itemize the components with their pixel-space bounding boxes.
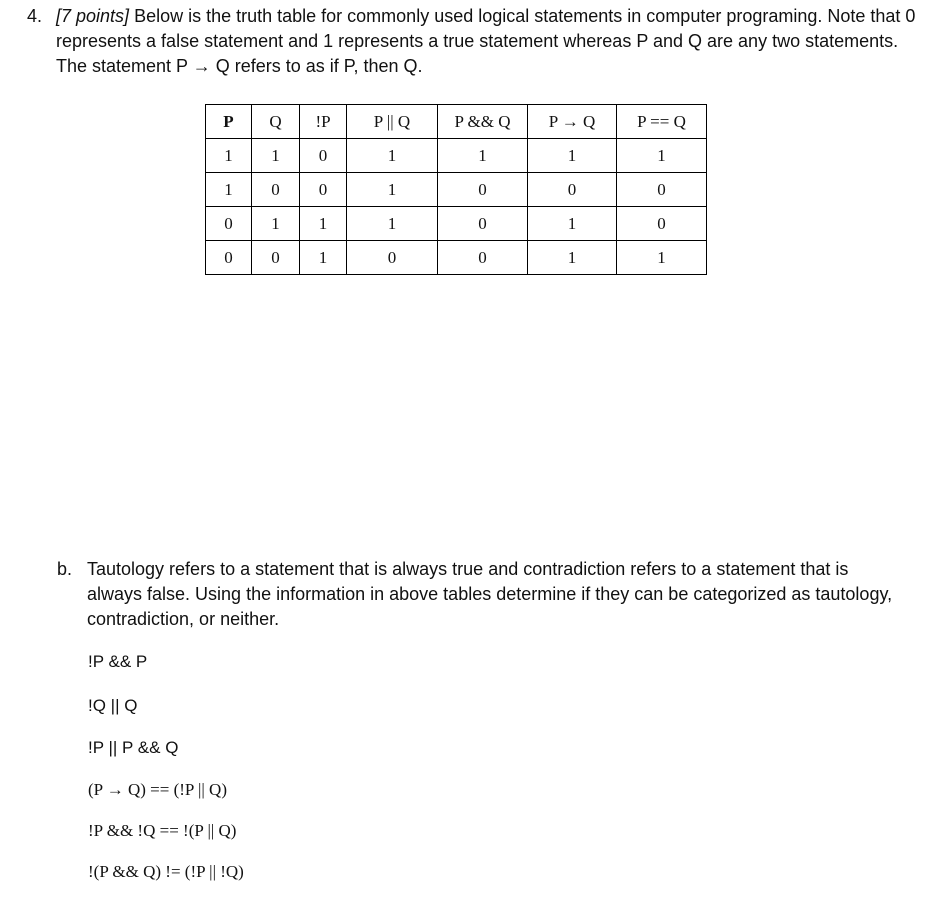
table-cell: 1 <box>347 207 438 241</box>
header-not-p: !P <box>300 105 347 139</box>
expression-item: !Q || Q <box>88 696 138 715</box>
expression-item: !P && !Q == !(P || Q) <box>88 821 237 840</box>
question-description: Below is the truth table for commonly used logical statements in computer programing. Note that 0 represents a false statement and 1 represents a true statement whereas P and Q are any two statements. The statement P → Q refers to as if P, then Q. <box>56 6 916 76</box>
question-number: 4. <box>27 6 43 26</box>
table-cell: 0 <box>300 173 347 207</box>
table-cell: 1 <box>617 139 707 173</box>
table-cell: 1 <box>206 173 252 207</box>
expression-item: (P → Q) == (!P || Q) <box>88 780 227 799</box>
table-row <box>206 241 707 275</box>
table-cell: 1 <box>528 139 617 173</box>
table-cell: 1 <box>528 241 617 275</box>
table-cell: 0 <box>617 207 707 241</box>
table-cell: 1 <box>252 207 300 241</box>
part-b-label: b. <box>57 559 73 579</box>
table-cell: 0 <box>252 241 300 275</box>
table-cell: 0 <box>206 241 252 275</box>
table-row <box>206 207 707 241</box>
header-p-equals-q: P == Q <box>617 105 707 139</box>
table-cell: 1 <box>438 139 528 173</box>
table-cell: 0 <box>528 173 617 207</box>
header-p-and-q: P && Q <box>438 105 528 139</box>
truth-table <box>205 104 707 275</box>
table-cell: 1 <box>528 207 617 241</box>
question-text <box>56 4 916 79</box>
header-p: P <box>206 105 252 139</box>
part-b-text: Tautology refers to a statement that is always true and contradiction refers to a statement that is always false. Using the information in above tables determine if they can be categorized as tautology, contradiction, or neither. <box>87 559 893 629</box>
table-cell: 1 <box>300 241 347 275</box>
expression-item: !(P && Q) != (!P || !Q) <box>88 862 244 881</box>
table-cell: 1 <box>347 173 438 207</box>
table-cell: 0 <box>206 207 252 241</box>
table-cell: 1 <box>252 139 300 173</box>
table-cell: 1 <box>206 139 252 173</box>
header-p-implies-q: P → Q <box>528 105 617 139</box>
table-row <box>206 139 707 173</box>
table-cell: 1 <box>300 207 347 241</box>
table-cell: 0 <box>438 241 528 275</box>
expression-item: !P || P && Q <box>88 738 179 757</box>
header-q: Q <box>252 105 300 139</box>
table-cell: 0 <box>300 139 347 173</box>
table-cell: 0 <box>252 173 300 207</box>
table-row <box>206 173 707 207</box>
table-cell: 1 <box>617 241 707 275</box>
expression-item: !P && P <box>88 652 148 671</box>
table-cell: 1 <box>347 139 438 173</box>
truth-table-header-row <box>206 105 707 139</box>
table-cell: 0 <box>617 173 707 207</box>
header-p-or-q: P || Q <box>347 105 438 139</box>
table-cell: 0 <box>347 241 438 275</box>
table-cell: 0 <box>438 173 528 207</box>
table-cell: 0 <box>438 207 528 241</box>
question-points: [7 points] <box>56 6 130 26</box>
